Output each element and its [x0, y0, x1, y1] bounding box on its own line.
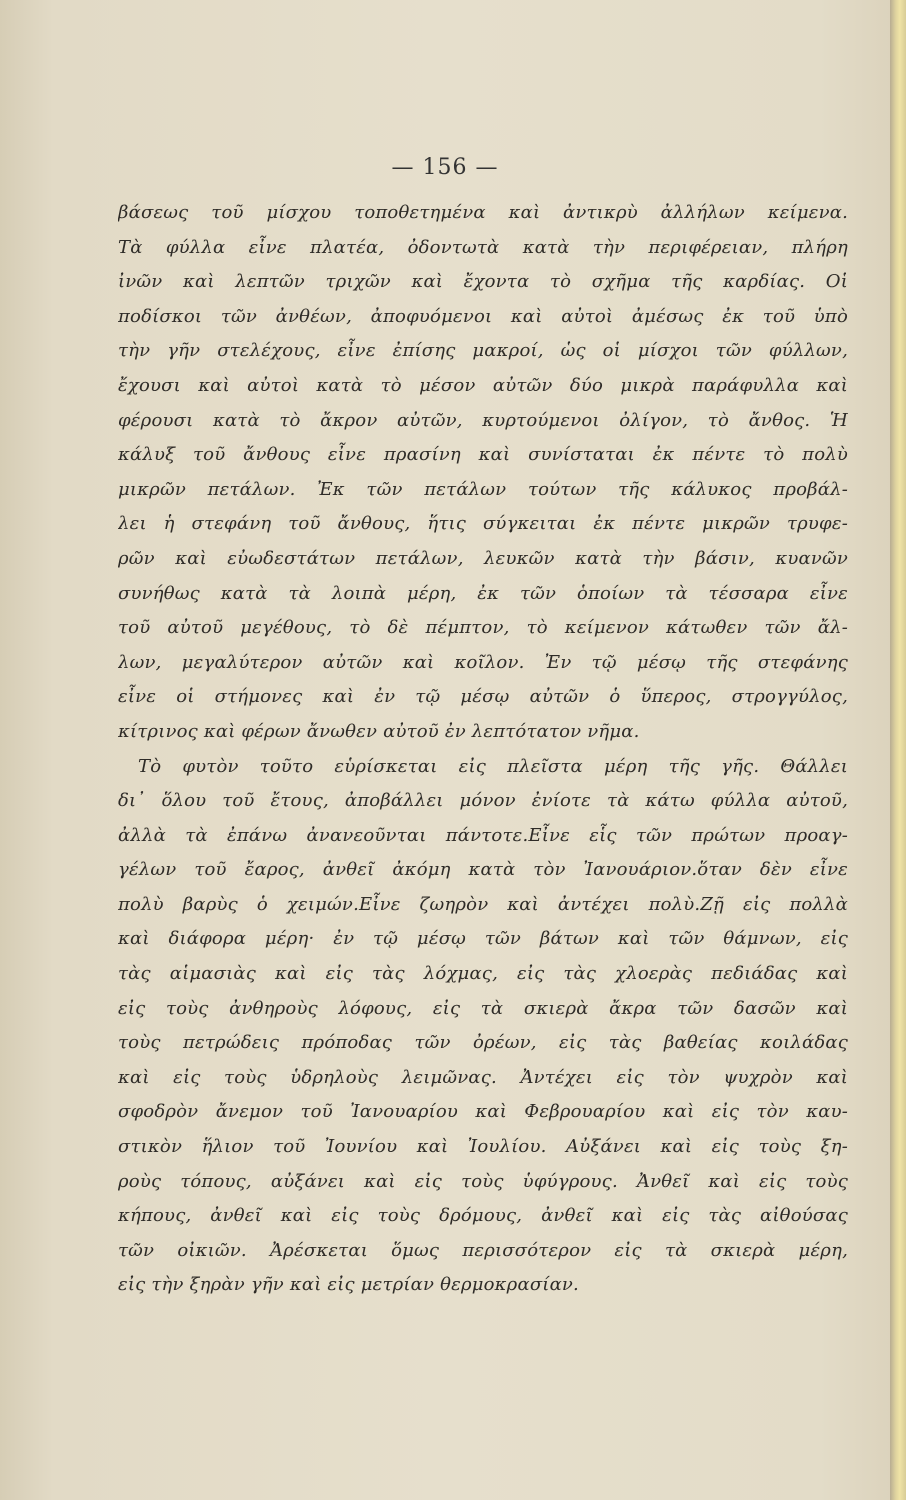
text-line: εἰς τοὺς ἀνθηροὺς λόφους, εἰς τὰ σκιερὰ ἄκρα τῶν δασῶν καὶ — [118, 997, 848, 1019]
text-line: κίτρινος καὶ φέρων ἄνωθεν αὐτοῦ ἐν λεπτότατον νῆμα. — [118, 720, 640, 742]
text-line: τοὺς πετρώδεις πρόποδας τῶν ὀρέων, εἰς τὰς βαθείας κοιλάδας — [118, 1032, 848, 1054]
text-line: πολὺ βαρὺς ὁ χειμών.Εἶνε ζωηρὸν καὶ ἀντέχει πολὺ.Ζῇ εἰς πολλὰ — [118, 893, 848, 915]
text-line: ἰνῶν καὶ λεπτῶν τριχῶν καὶ ἔχοντα τὸ σχῆμα τῆς καρδίας. Οἱ — [118, 271, 848, 293]
text-line: φέρουσι κατὰ τὸ ἄκρον αὐτῶν, κυρτούμενοι ὀλίγον, τὸ ἄνθος. Ἡ — [118, 409, 848, 431]
text-line: στικὸν ἥλιον τοῦ Ἰουνίου καὶ Ἰουλίου. Αὐξάνει καὶ εἰς τοὺς ξη- — [118, 1136, 848, 1158]
text-line: δι᾿ ὅλου τοῦ ἔτους, ἀποβάλλει μόνον ἐνίοτε τὰ κάτω φύλλα αὐτοῦ, — [118, 790, 848, 812]
text-line: ποδίσκοι τῶν ἀνθέων, ἀποφυόμενοι καὶ αὐτοὶ ἀμέσως ἐκ τοῦ ὑπὸ — [118, 305, 848, 327]
text-line: ἔχουσι καὶ αὐτοὶ κατὰ τὸ μέσον αὐτῶν δύο μικρὰ παράφυλλα καὶ — [118, 374, 848, 396]
text-line: Τὸ φυτὸν τοῦτο εὑρίσκεται εἰς πλεῖστα μέρη τῆς γῆς. Θάλλει — [138, 755, 848, 777]
text-line: βάσεως τοῦ μίσχου τοποθετημένα καὶ ἀντικρὺ ἀλλήλων κείμενα. — [118, 202, 848, 223]
page-edge — [890, 0, 906, 1500]
text-line: γέλων τοῦ ἔαρος, ἀνθεῖ ἀκόμη κατὰ τὸν Ἰανουάριον.ὅταν δὲν εἶνε — [118, 859, 848, 881]
text-line: κήπους, ἀνθεῖ καὶ εἰς τοὺς δρόμους, ἀνθεῖ καὶ εἰς τὰς αἰθούσας — [118, 1205, 848, 1227]
text-line: ρῶν καὶ εὐωδεστάτων πετάλων, λευκῶν κατὰ τὴν βάσιν, κυανῶν — [118, 547, 848, 569]
text-line: μικρῶν πετάλων. Ἐκ τῶν πετάλων τούτων τῆς κάλυκος προβάλ- — [118, 478, 848, 500]
text-line: συνήθως κατὰ τὰ λοιπὰ μέρη, ἐκ τῶν ὁποίων τὰ τέσσαρα εἶνε — [118, 582, 848, 604]
text-line: εἰς τὴν ξηρὰν γῆν καὶ εἰς μετρίαν θερμοκρασίαν. — [118, 1274, 579, 1296]
page-number: — 156 — — [391, 155, 499, 180]
text-line: καὶ διάφορα μέρη· ἐν τῷ μέσῳ τῶν βάτων καὶ τῶν θάμνων, εἰς — [118, 928, 848, 950]
text-line: καὶ εἰς τοὺς ὑδρηλοὺς λειμῶνας. Ἀντέχει εἰς τὸν ψυχρὸν καὶ — [118, 1066, 848, 1088]
text-line: τοῦ αὐτοῦ μεγέθους, τὸ δὲ πέμπτον, τὸ κείμενον κάτωθεν τῶν ἄλ- — [118, 617, 848, 639]
text-line: Τὰ φύλλα εἶνε πλατέα, ὀδοντωτὰ κατὰ τὴν περιφέρειαν, πλήρη — [118, 236, 848, 258]
text-line: σφοδρὸν ἄνεμον τοῦ Ἰανουαρίου καὶ Φεβρουαρίου καὶ εἰς τὸν καυ- — [118, 1101, 848, 1123]
body-text — [118, 196, 848, 1303]
text-line: λων, μεγαλύτερον αὐτῶν καὶ κοῖλον. Ἐν τῷ μέσῳ τῆς στεφάνης — [118, 651, 848, 673]
text-line: εἶνε οἱ στήμονες καὶ ἐν τῷ μέσῳ αὐτῶν ὁ ὕπερος, στρογγύλος, — [118, 686, 848, 708]
text-line: τὴν γῆν στελέχους, εἶνε ἐπίσης μακροί, ὡς οἱ μίσχοι τῶν φύλλων, — [118, 340, 848, 362]
text-line: ροὺς τόπους, αὐξάνει καὶ εἰς τοὺς ὑφύγρους. Ἀνθεῖ καὶ εἰς τοὺς — [118, 1170, 848, 1192]
text-line: τὰς αἱμασιὰς καὶ εἰς τὰς λόχμας, εἰς τὰς χλοερὰς πεδιάδας καὶ — [118, 963, 848, 985]
text-line: κάλυξ τοῦ ἄνθους εἶνε πρασίνη καὶ συνίσταται ἐκ πέντε τὸ πολὺ — [118, 444, 848, 466]
text-line: λει ἡ στεφάνη τοῦ ἄνθους, ἥτις σύγκειται ἐκ πέντε μικρῶν τρυφε- — [118, 513, 848, 535]
text-line: τῶν οἰκιῶν. Ἀρέσκεται ὅμως περισσότερον εἰς τὰ σκιερὰ μέρη, — [118, 1239, 848, 1261]
text-line: ἀλλὰ τὰ ἐπάνω ἀνανεοῦνται πάντοτε.Εἶνε εἷς τῶν πρώτων προαγ- — [118, 824, 848, 846]
